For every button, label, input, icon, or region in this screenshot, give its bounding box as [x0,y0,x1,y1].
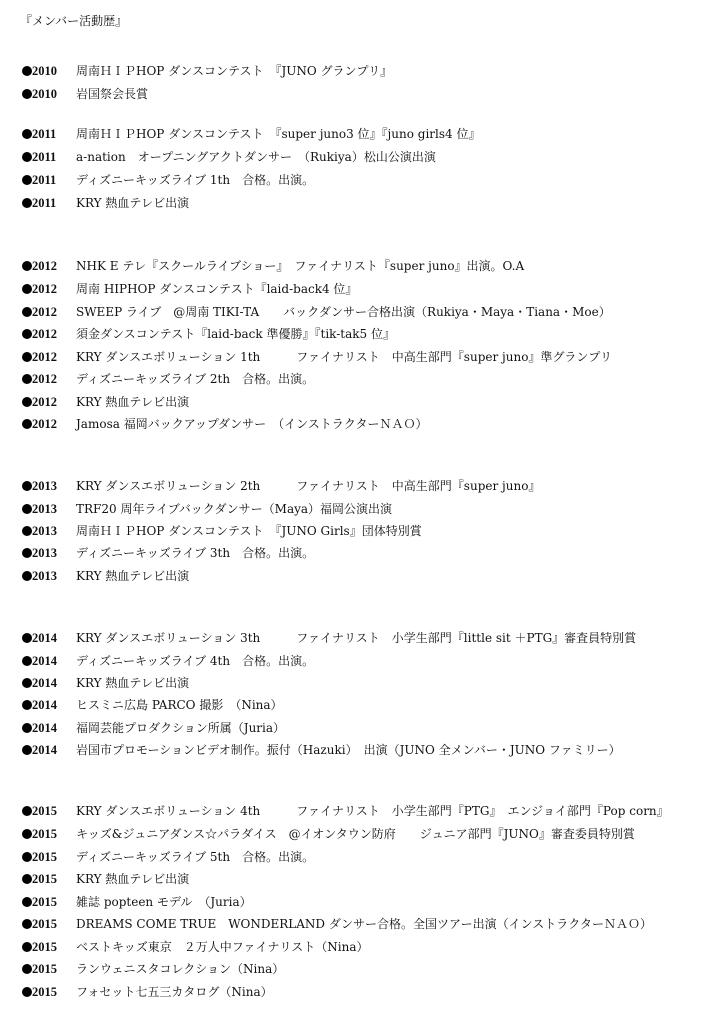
bullet-icon [22,397,32,407]
entry-text: ベストキッズ東京 ２万人中ファイナリスト（Nina） [76,940,369,954]
entry-year: 2012 [32,327,57,341]
entry-year: 2011 [32,173,57,187]
activity-entry [22,694,283,716]
bullet-icon [22,261,32,271]
activity-entry [22,520,422,542]
entry-text: ランウェニスタコレクション（Nina） [76,962,285,976]
bullet-icon [22,284,32,294]
activity-entry [22,650,314,672]
activity-entry [22,498,392,520]
activity-entry [22,255,524,277]
activity-entry [22,739,621,761]
bullet-icon [22,419,32,429]
entry-year: 2015 [32,962,57,976]
entry-year: 2013 [32,546,57,560]
entry-year: 2011 [32,150,57,164]
entry-text: KRY ダンスエボリューション 2th ファイナリスト 中高生部門『super juno』 [76,479,541,493]
activity-entry [22,823,635,845]
activity-entry [22,60,392,82]
entry-year: 2015 [32,985,57,999]
bullet-icon [22,89,32,99]
entry-year: 2015 [32,895,57,909]
entry-year: 2012 [32,417,57,431]
activity-entry [22,368,314,390]
entry-text: 岩国祭会長賞 [76,87,149,101]
entry-text: ディズニーキッズライブ 3th 合格。出演。 [76,546,315,560]
entry-text: ディズニーキッズライブ 4th 合格。出演。 [76,654,315,668]
entry-year: 2012 [32,305,57,319]
activity-entry [22,891,252,913]
entry-text: 周南ＨＩＰHOP ダンスコンテスト 『JUNO グランプリ』 [76,64,393,78]
bullet-icon [22,329,32,339]
bullet-icon [22,526,32,536]
activity-entry [22,323,395,345]
activity-entry [22,83,148,105]
entry-year: 2012 [32,395,57,409]
bullet-icon [22,571,32,581]
entry-text: KRY 熱血テレビ出演 [76,569,190,583]
entry-year: 2012 [32,350,57,364]
bullet-icon [22,66,32,76]
entry-year: 2015 [32,804,57,818]
entry-text: 福岡芸能プロダクション所属（Juria） [76,721,286,735]
activity-entry [22,936,369,958]
entry-year: 2014 [32,743,57,757]
bullet-icon [22,942,32,952]
entry-text: KRY 熱血テレビ出演 [76,196,190,210]
bullet-icon [22,723,32,733]
activity-entry [22,301,611,323]
bullet-icon [22,504,32,514]
entry-text: KRY 熱血テレビ出演 [76,676,190,690]
activity-entry [22,278,357,300]
entry-text: KRY 熱血テレビ出演 [76,395,190,409]
entry-year: 2014 [32,654,57,668]
bullet-icon [22,548,32,558]
activity-entry [22,846,314,868]
activity-entry [22,346,612,368]
bullet-icon [22,919,32,929]
entry-year: 2014 [32,676,57,690]
activity-entry [22,146,436,168]
entry-year: 2012 [32,372,57,386]
entry-year: 2010 [32,87,57,101]
bullet-icon [22,198,32,208]
activity-entry [22,913,652,935]
entry-text: キッズ&ジュニアダンス☆パラダイス @イオンタウン防府 ジュニア部門『JUNO』審査委員特別賞 [76,827,635,841]
bullet-icon [22,987,32,997]
entry-year: 2013 [32,569,57,583]
bullet-icon [22,633,32,643]
bullet-icon [22,175,32,185]
entry-text: Jamosa 福岡バックアップダンサー （インストラクターＮＡＯ） [76,417,428,431]
bullet-icon [22,897,32,907]
bullet-icon [22,129,32,139]
activity-entry [22,958,284,980]
entry-text: ヒスミニ広島 PARCO 撮影 （Nina） [76,698,283,712]
activity-entry [22,169,314,191]
entry-text: フォセット七五三カタログ（Nina） [76,985,273,999]
entry-year: 2012 [32,259,57,273]
activity-entry [22,475,540,497]
entry-text: ディズニーキッズライブ 1th 合格。出演。 [76,173,315,187]
entry-year: 2012 [32,282,57,296]
entry-text: KRY ダンスエボリューション 3th ファイナリスト 小学生部門『little sit ＋PTG』審査員特別賞 [76,631,637,645]
entry-year: 2014 [32,721,57,735]
entry-text: DREAMS COME TRUE WONDERLAND ダンサー合格。全国ツアー出演（インストラクターＮＡＯ） [76,917,653,931]
entry-text: 須金ダンスコンテスト『laid-back 準優勝』『tik-tak5 位』 [76,327,395,341]
entry-text: TRF20 周年ライブバックダンサー（Maya）福岡公演出演 [76,502,393,516]
entry-text: KRY ダンスエボリューション 4th ファイナリスト 小学生部門『PTG』 エンジョイ部門『Pop corn』 [76,804,669,818]
activity-entry [22,123,480,145]
bullet-icon [22,152,32,162]
bullet-icon [22,307,32,317]
activity-entry [22,565,189,587]
bullet-icon [22,481,32,491]
bullet-icon [22,852,32,862]
bullet-icon [22,964,32,974]
entry-year: 2013 [32,502,57,516]
entry-text: SWEEP ライブ @周南 TIKI-TA バックダンサー合格出演（Rukiya・Maya・Tiana・Moe） [76,305,611,319]
bullet-icon [22,874,32,884]
entry-year: 2015 [32,940,57,954]
entry-text: KRY ダンスエボリューション 1th ファイナリスト 中高生部門『super juno』準グランプリ [76,350,612,364]
entry-year: 2015 [32,827,57,841]
entry-year: 2014 [32,631,57,645]
activity-entry [22,542,314,564]
activity-entry [22,413,428,435]
activity-entry [22,391,189,413]
entry-year: 2015 [32,872,57,886]
activity-entry [22,627,636,649]
entry-year: 2011 [32,196,57,210]
document-title: 『メンバー活動歴』 [20,14,128,28]
entry-year: 2015 [32,850,57,864]
entry-year: 2014 [32,698,57,712]
entry-text: 周南ＨＩＰHOP ダンスコンテスト 『JUNO Girls』団体特別賞 [76,524,422,538]
bullet-icon [22,700,32,710]
activity-entry [22,800,669,822]
entry-text: 周南 HIPHOP ダンスコンテスト『laid-back4 位』 [76,282,358,296]
entry-year: 2011 [32,127,57,141]
bullet-icon [22,352,32,362]
entry-year: 2010 [32,64,57,78]
activity-entry [22,672,189,694]
entry-text: ディズニーキッズライブ 5th 合格。出演。 [76,850,315,864]
entry-year: 2015 [32,917,57,931]
bullet-icon [22,656,32,666]
entry-text: 岩国市プロモーションビデオ制作。振付（Hazuki） 出演（JUNO 全メンバー・JUNO ファミリー） [76,743,621,757]
entry-year: 2013 [32,479,57,493]
entry-text: 周南ＨＩＰHOP ダンスコンテスト 『super juno3 位』『juno girls4 位』 [76,127,481,141]
bullet-icon [22,745,32,755]
activity-entry [22,981,273,1003]
entry-text: NHK E テレ『スクールライブショー』 ファイナリスト『super juno』出演。O.A [76,259,525,273]
entry-text: a-nation オープニングアクトダンサー （Rukiya）松山公演出演 [76,150,436,164]
entry-year: 2013 [32,524,57,538]
entry-text: ディズニーキッズライブ 2th 合格。出演。 [76,372,315,386]
entry-text: KRY 熱血テレビ出演 [76,872,190,886]
bullet-icon [22,678,32,688]
activity-entry [22,192,189,214]
bullet-icon [22,806,32,816]
bullet-icon [22,374,32,384]
activity-entry [22,868,189,890]
activity-entry [22,717,285,739]
bullet-icon [22,829,32,839]
entry-text: 雑誌 popteen モデル （Juria） [76,895,252,909]
